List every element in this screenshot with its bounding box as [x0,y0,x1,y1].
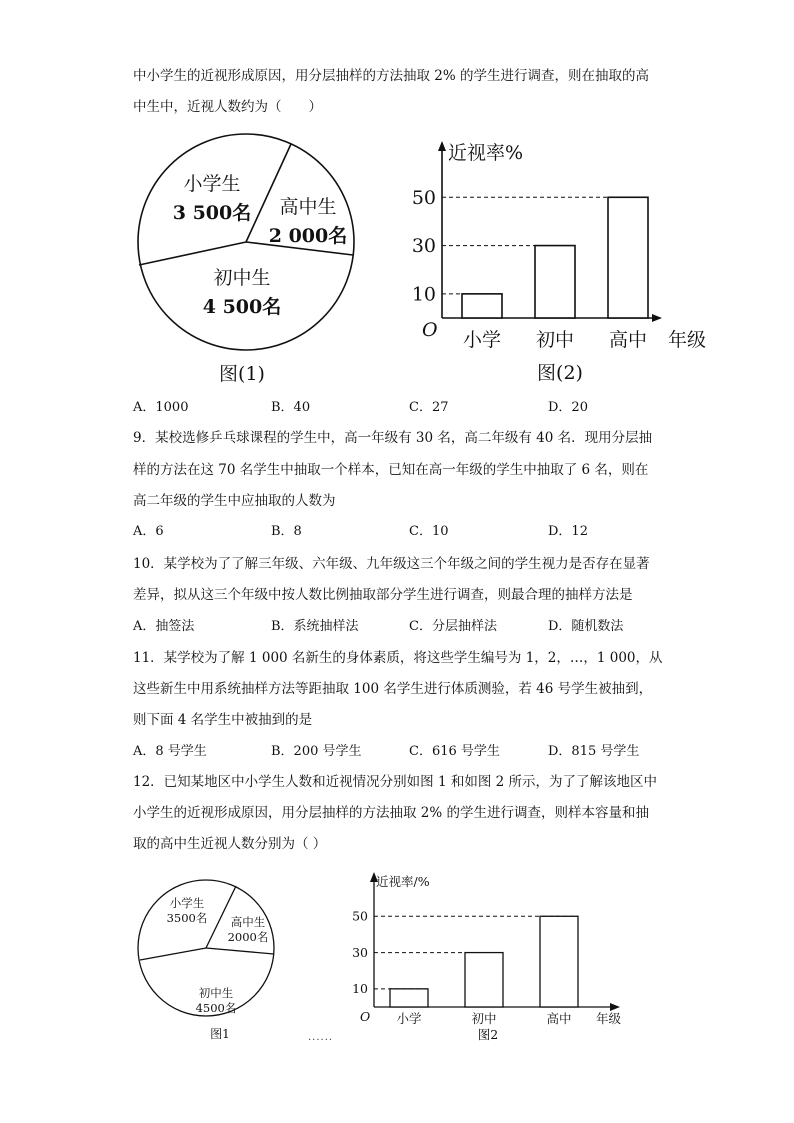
option-c: C．分层抽样法 [409,619,497,634]
x-tick-label: 小学 [462,329,502,351]
x-tick-label: 高中 [608,329,648,351]
pie-label-name: 高中生 [230,915,266,929]
pie-chart-top [130,132,370,392]
option-c: C．616 号学生 [409,744,500,759]
y-tick-label: 50 [411,186,436,209]
option-d: D．随机数法 [548,619,624,634]
option-b: B．200 号学生 [271,744,362,759]
bar-高中 [608,197,648,318]
y-tick-label: 10 [411,283,436,306]
question-text-line: 12．已知某地区中小学生人数和近视情况分别如图 1 和如图 2 所示，为了了解该地区中 [133,774,658,790]
question-text-line: 则下面 4 名学生中被抽到的是 [133,712,313,728]
pie-label-count: 2 000名 [268,225,348,247]
x-axis-arrow [652,314,662,322]
y-axis-label: 近视率% [448,142,524,164]
option-a: A．8 号学生 [133,744,207,759]
bar-初中 [465,953,503,1007]
question-text-line: 11．某学校为了解 1 000 名新生的身体素质，将这些学生编号为 1，2，…，1 000，从 [133,650,663,666]
x-tick-label: 初中 [471,1011,497,1026]
question-text-line: 差异，拟从这三个年级中按人数比例抽取部分学生进行调查，则最合理的抽样方法是 [133,587,633,603]
x-axis-label: 年级 [596,1011,622,1026]
x-tick-label: 高中 [546,1011,572,1026]
option-d: D．12 [548,524,588,539]
y-tick-label: 50 [352,908,368,924]
figure-caption: 图(1) [219,363,265,385]
pie-label-count: 3500名 [166,911,208,925]
option-c: C．10 [409,524,449,539]
bar-初中 [535,246,575,318]
bar-chart-bottom [350,868,640,1048]
y-axis-label: 近视率/% [376,874,430,889]
figure-caption: 图(2) [537,362,583,384]
origin-label: O [422,319,438,341]
question-text-line: 样的方法在这 70 名学生中抽取一个样本，已知在高一年级的学生中抽取了 6 名，则在 [133,462,649,478]
figure-caption: 图2 [477,1027,499,1042]
figure-caption: 图1 [210,1027,230,1041]
pie-label-count: 4 500名 [202,296,282,318]
question-text-line: 取的高中生近视人数分别为（ ） [133,836,327,852]
option-d: D．20 [548,400,588,415]
x-tick-label: 小学 [396,1011,422,1026]
question-text-line: 中小学生的近视形成原因，用分层抽样的方法抽取 2% 的学生进行调查，则在抽取的高 [133,68,649,84]
pie-label-count: 2000名 [227,930,269,944]
option-a: A．1000 [133,400,189,415]
pie-label-name: 初中生 [213,267,271,289]
pie-label-name: 初中生 [198,986,234,1000]
question-text-line: 10．某学校为了了解三年级、六年级、九年级这三个年级之间的学生视力是否存在显著 [133,556,650,572]
x-tick-label: 初中 [535,329,575,351]
y-tick-label: 30 [352,944,368,960]
option-b: B．8 [271,524,302,539]
bar-chart-top [410,135,720,385]
option-b: B．40 [271,400,311,415]
question-text-line: 9．某校选修乒乓球课程的学生中，高一年级有 30 名，高二年级有 40 名．现用分层抽 [133,430,653,446]
x-axis-arrow [610,1003,620,1011]
pie-label-count: 4500名 [195,1001,237,1015]
dots: ...... [308,1032,334,1043]
option-b: B．系统抽样法 [271,619,359,634]
pie-label-name: 小学生 [183,173,241,195]
question-text-line: 高二年级的学生中应抽取的人数为 [133,493,336,509]
pie-chart-bottom [130,868,290,1043]
option-d: D．815 号学生 [548,744,640,759]
pie-label-name: 高中生 [279,196,337,218]
question-text-line: 中生中，近视人数约为（ ） [133,99,322,115]
origin-label: O [360,1009,371,1024]
y-axis-arrow [438,141,446,151]
option-c: C．27 [409,400,449,415]
question-text-line: 这些新生中用系统抽样方法等距抽取 100 名学生进行体质测验，若 46 号学生被抽到， [133,681,653,697]
option-a: A．抽签法 [133,619,195,634]
question-text-line: 小学生的近视形成原因，用分层抽样的方法抽取 2% 的学生进行调查，则样本容量和抽 [133,805,649,821]
y-tick-label: 30 [411,235,436,258]
bar-小学 [462,294,502,318]
pie-label-name: 小学生 [169,896,205,910]
pie-label-count: 3 500名 [172,202,252,224]
option-a: A．6 [133,524,164,539]
bar-高中 [540,916,578,1007]
y-tick-label: 10 [352,981,368,997]
x-axis-label: 年级 [668,329,707,351]
bar-小学 [390,989,428,1007]
